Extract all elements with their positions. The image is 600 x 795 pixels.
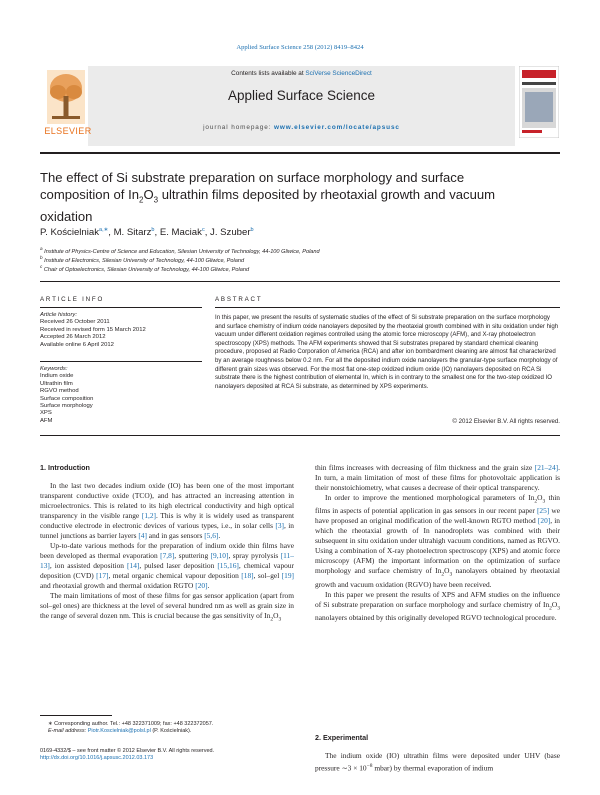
keywords	[40, 366, 205, 425]
ref-link[interactable]: [3]	[275, 521, 284, 530]
copyright: © 2012 Elsevier B.V. All rights reserved.	[452, 418, 560, 425]
ref-link[interactable]: [17]	[96, 571, 109, 580]
ref-link[interactable]: [7,8]	[160, 551, 175, 560]
author-3[interactable]: , E. Maciak	[154, 227, 202, 239]
history-rule	[40, 361, 202, 362]
affiliation-c: $^c$ Chair of Optoelectronics, Silesian University of Technology, 44-100 Gliwice, Poland	[40, 264, 250, 273]
homepage-prefix: journal homepage:	[203, 124, 275, 131]
experimental-body	[315, 751, 560, 773]
ref-link[interactable]: [25]	[536, 506, 550, 516]
ref-link[interactable]: [20]	[195, 581, 208, 590]
intro-paragraph-3: The main limitations of most of these films for gas sensor application (apart from sol–gel ones) are thickness at the level of several hundred nm as well as grain size in the range of several dozen nm. This is crucial because the gas sensitivity of $In_2O_3$	[40, 591, 294, 623]
journal-title: Applied Surface Science	[227, 88, 376, 103]
doi-link[interactable]: http://dx.doi.org/10.1016/j.apsusc.2012.03.173	[40, 755, 154, 762]
ref-link[interactable]: [1,2]	[141, 511, 157, 520]
article-info-rule	[40, 307, 202, 308]
intro-paragraph-1: In the last two decades indium oxide (IO) has been one of the most important transparent conductive oxide (TCO), and has attracted an increasing attention in microelectronics. This is related to its high electrical conductivity and high optical transparency in the visible range [1,2]. This is why it is widely used as transparent conductive electrode in electronic devices of various types, i.e., in solar cells [3], in tunnel junctions as barrier layers [4] and in gas sensors [5,6].	[40, 481, 294, 540]
abstract-rule	[215, 307, 560, 308]
email-link[interactable]: Piotr.Koscielniak@polsl.pl	[87, 728, 151, 735]
contents-prefix: Contents lists available at	[231, 70, 306, 77]
corresponding-author-note	[48, 721, 298, 735]
journal-homepage	[88, 124, 515, 131]
author-4[interactable]: , J. Szuber	[204, 227, 251, 239]
ref-link[interactable]: [21–24]	[534, 463, 559, 472]
affiliation-b: $^b$ Institute of Electronics, Silesian University of Technology, 44-100 Gliwice, Poland	[40, 255, 245, 264]
paper-title	[40, 170, 560, 225]
keyword-item: Surface morphology	[40, 403, 93, 410]
introduction-heading: 1. Introduction	[40, 463, 90, 472]
this-paper-paragraph: In this paper we present the results of XPS and AFM studies on the influence of Si substrate preparation on surface morphology and surface chemistry of $In_2O_3$ nanolayers obtained by this originally developed RGVO technological procedure.	[315, 589, 560, 623]
keyword-item: Indium oxide	[40, 373, 74, 380]
history-revised: Received in revised form 15 March 2012	[40, 326, 146, 333]
homepage-link[interactable]: www.elsevier.com/locate/apsusc	[274, 124, 400, 131]
abstract-bottom-rule	[40, 435, 560, 436]
header-rule	[40, 152, 560, 154]
contents-line	[88, 70, 515, 77]
sciencedirect-link[interactable]: SciVerse ScienceDirect	[305, 70, 372, 77]
rgvo-paragraph: In order to improve the mentioned morphological parameters of $In_2O_3$ thin films in aspects of potential application in gas sensors in our recent paper [25] we have proposed an original modification of the well-known RGTO method [20], in which the rheotaxial growth of In nanodroplets was combined with their subsequent in situ oxidation under ultrahigh vacuum conditions, named as RGVO. Using a combination of X-ray photoelectron spectroscopy (XPS) and atomic force microscopy (AFM) the important information on the optimization of surface morphology and surface chemistry of $In_2O_3$ nanolayers obtained by rheotaxial growth and vacuum oxidation (RGVO) have been received.	[315, 493, 560, 589]
abstract-heading: ABSTRACT	[215, 296, 263, 303]
history-online: Available online 6 April 2012	[40, 341, 114, 348]
ref-link[interactable]: [5,6]	[204, 531, 219, 540]
journal-citation[interactable]: Applied Surface Science 258 (2012) 8419–8424	[236, 44, 364, 51]
introduction-body	[40, 481, 294, 624]
journal-cover-image	[519, 66, 559, 138]
author-1[interactable]: P. Kościelniak	[40, 227, 100, 239]
intro-paragraph-2: Up-to-date various methods for the preparation of indium oxide thin films have been developed as thermal evaporation [7,8], sputtering [9,10], spray pyrolysis [11–13], ion assisted deposition [14], pulsed laser deposition [15,16], chemical vapour deposition (CVD) [17], metal organic chemical vapour deposition [18], sol–gel [19] and rheotaxial growth and thermal oxidation RGTO [20].	[40, 541, 294, 590]
email-line: E-mail address: Piotr.Koscielniak@polsl.pl (P. Kościelniak).	[48, 728, 192, 735]
keywords-label: Keywords:	[40, 366, 68, 372]
ref-link[interactable]: [11–13]	[40, 551, 294, 570]
ref-link[interactable]: [18]	[241, 571, 254, 580]
ref-link[interactable]: [4]	[138, 531, 147, 540]
ref-link[interactable]: [15,16]	[217, 561, 239, 570]
ref-link[interactable]: [9,10]	[210, 551, 229, 560]
publisher-name: ELSEVIER	[44, 126, 92, 136]
publication-info	[40, 748, 300, 762]
corresponding-author-contact: ∗ Corresponding author. Tel.: +48 322371009; fax: +48 322372057.	[48, 721, 214, 727]
author-2[interactable]: , M. Sitarz	[108, 227, 152, 239]
history-accepted: Accepted 26 March 2012	[40, 334, 106, 341]
article-history	[40, 312, 205, 349]
title-line-1: The effect of Si substrate preparation on surface morphology and surface	[40, 170, 465, 185]
experimental-heading: 2. Experimental	[315, 733, 369, 742]
elsevier-tree-logo	[44, 66, 88, 130]
keyword-item: Surface composition	[40, 395, 94, 402]
abstract-text: In this paper, we present the results of systematic studies of the effect of Si substrate preparation on the surface morphology and surface chemistry of indium oxide nanolayers deposited by the rheotaxial growth combined with in situ oxidation under high vacuum under different oxidation regimes controlled using the atomic force microscopy (AFM), and X-ray photoelectron spectroscopy (XPS) methods. The AFM experiments showed that Si substrates prepared by standard chemical cleaning procedure, proposed at Radio Corporation of America (RCA) and after ion bombardment cleaning are almost flat characterized by an average roughness below 0.2 nm. For all the deposited indium oxide nanolayers the granular-type surface morphology of different grain sizes was observed. For the most flat one-step oxidized indium oxide (IO) nanolayers deposited on RCA Si substrate there is the highest contribution of elemental In, which is in contrary to the smallest one for the two-step oxidized IO nanolayers deposited at RCA Si substrate, as determined by XPS experiments.	[215, 314, 559, 390]
ref-link[interactable]: [14]	[127, 561, 140, 570]
ref-link[interactable]: [20]	[537, 516, 551, 526]
history-received: Received 26 October 2011	[40, 319, 110, 326]
footnote-rule	[40, 715, 112, 716]
experimental-paragraph: The indium oxide (IO) ultrathin films were deposited under UHV (base pressure ∼3 × $10^{-8}$ mbar) by thermal evaporation of indium	[315, 751, 560, 773]
author-list: P. Kościelniak$^{a,∗}$, M. Sitarz$^b$, E. Maciak$^c$, J. Szuber$^b$	[40, 227, 254, 239]
continued-paragraph: thin films increases with decreasing of film thickness and the grain size [21–24]. In turn, a main limitation of most of these films for photovoltaic application is their nonstoichiometry, what causes a decrease of their optical transparency.	[315, 463, 560, 492]
article-info-heading: ARTICLE INFO	[40, 296, 105, 303]
affiliation-rule	[40, 281, 560, 282]
title-line-2: composition of $In_2O_3$ ultrathin films deposited by rheotaxial growth and vacuum	[40, 186, 496, 205]
right-column-body	[315, 463, 560, 623]
title-line-3: oxidation	[40, 208, 93, 224]
keyword-item: Ultrathin film	[40, 380, 73, 387]
history-label: Article history:	[40, 312, 77, 318]
affiliation-a: $^a$ Institute of Physics-Centre of Science and Education, Silesian University of Technology, 44-100 Gliwice, Poland	[40, 246, 320, 255]
keyword-item: RGVO method	[40, 388, 79, 395]
journal-header-box	[88, 66, 515, 146]
issn-line: 0169-4332/$ – see front matter © 2012 Elsevier B.V. All rights reserved.	[40, 748, 215, 754]
keyword-item: XPS	[40, 410, 52, 417]
keyword-item: AFM	[40, 417, 53, 424]
ref-link[interactable]: [19]	[281, 571, 294, 580]
